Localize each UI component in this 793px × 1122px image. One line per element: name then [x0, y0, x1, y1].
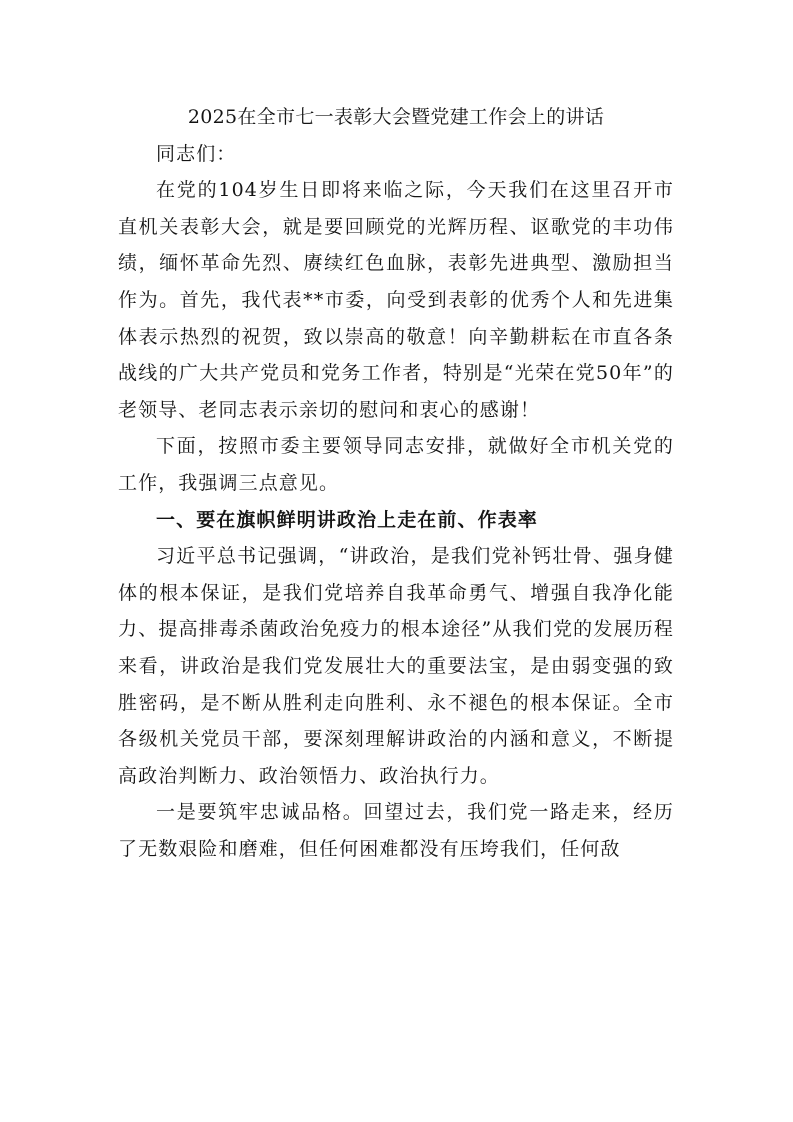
section-heading-1: 一、要在旗帜鲜明讲政治上走在前、作表率: [156, 508, 538, 531]
outline-paragraph: 下面，按照市委主要领导同志安排，就做好全市机关党的工作，我强调三点意见。: [118, 435, 674, 494]
intro-paragraph: 在党的104岁生日即将来临之际，今天我们在这里召开市直机关表彰大会，就是要回顾党的光辉历程、讴歌党的丰功伟绩，缅怀革命先烈、赓续红色血脉，表彰先进典型、激励担当作为。首先，我代表**市委，向受到表彰的优秀个人和先进集体表示热烈的祝贺，致以崇高的敬意！向辛勤耕耘在市直各条战线的广大共产党员和党务工作者，特别是“光荣在党50年”的老领导、老同志表示亲切的慰问和衷心的感谢！: [118, 179, 674, 421]
document-title: 2025在全市七一表彰大会暨党建工作会上的讲话: [187, 106, 605, 128]
section1-point1-paragraph: 一是要筑牢忠诚品格。回望过去，我们党一路走来，经历了无数艰险和磨难，但任何困难都没有压垮我们，任何敌: [118, 801, 674, 860]
section1-paragraph: 习近平总书记强调，“讲政治，是我们党补钙壮骨、强身健体的根本保证，是我们党培养自我革命勇气、增强自我净化能力、提高排毒杀菌政治免疫力的根本途径”从我们党的发展历程来看，讲政治是我们党发展壮大的重要法宝，是由弱变强的致胜密码，是不断从胜利走向胜利、永不褪色的根本保证。全市各级机关党员干部，要深刻理解讲政治的内涵和意义，不断提高政治判断力、政治领悟力、政治执行力。: [118, 545, 674, 787]
document-body: [118, 99, 674, 867]
salutation: 同志们：: [156, 142, 237, 165]
